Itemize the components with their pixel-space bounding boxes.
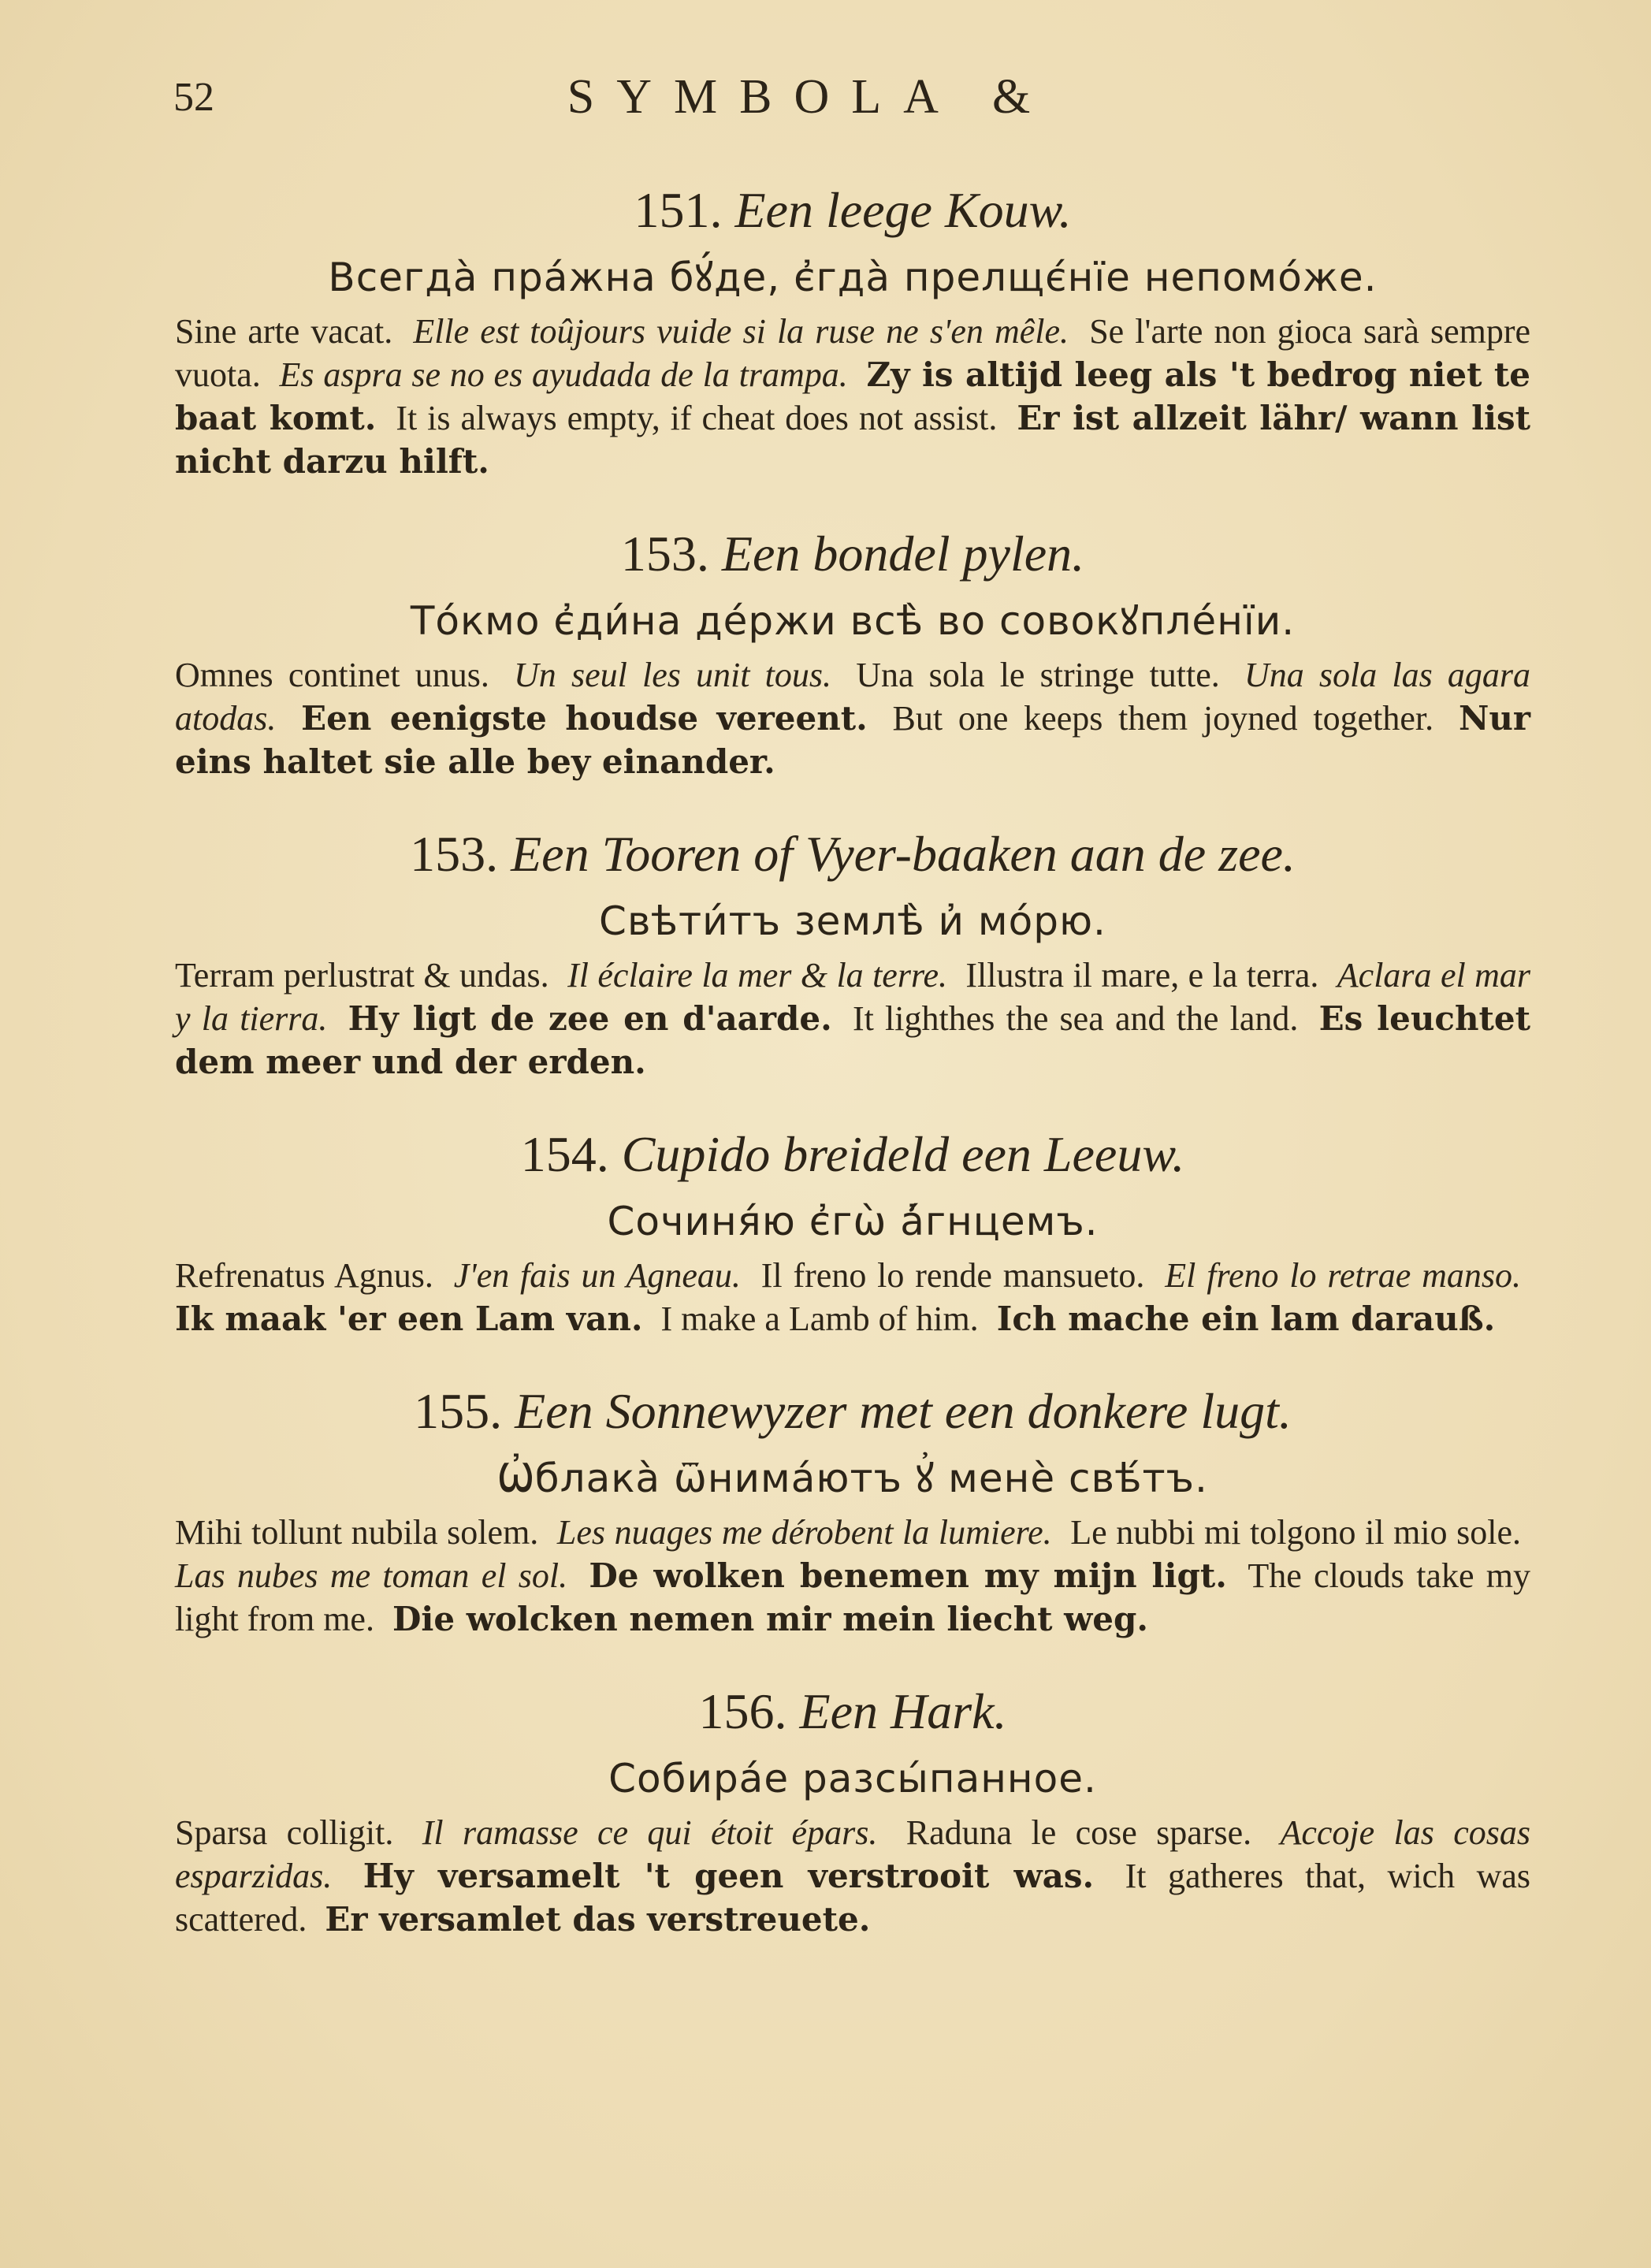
dutch-motto: De wolken benemen my mijn ligt. <box>589 1556 1227 1595</box>
spanish-motto: El freno lo retrae manso. <box>1165 1256 1522 1295</box>
french-motto: Un seul les unit tous. <box>514 656 832 694</box>
emblem-dutch-title: Cupido breideld een Leeuw. <box>621 1126 1185 1182</box>
emblem-title <box>175 1378 1530 1444</box>
italian-motto: Se l'arte non gioca sarà sempre vuota. <box>175 312 1531 394</box>
dutch-motto: Een eenigste houdse vereent. <box>301 699 868 738</box>
spanish-motto: Aclara el mar y la tierra. <box>175 956 1531 1038</box>
english-motto: The clouds take my light from me. <box>175 1556 1531 1638</box>
emblem-entry <box>175 1378 1530 1641</box>
emblem-entry <box>175 1679 1530 1941</box>
latin-motto: Omnes continet unus. <box>175 656 489 694</box>
dutch-motto: Ik maak 'er een Lam van. <box>175 1299 643 1338</box>
emblem-title <box>175 1679 1530 1745</box>
multilingual-motto <box>175 1254 1530 1340</box>
multilingual-motto <box>175 954 1530 1084</box>
italian-motto: Il freno lo rende mansueto. <box>760 1256 1145 1295</box>
multilingual-motto <box>175 1811 1530 1941</box>
emblem-entry <box>175 521 1530 783</box>
italian-motto: Illustra il mare, e la terra. <box>965 956 1319 995</box>
emblem-number: 154. <box>520 1126 609 1182</box>
page-number: 52 <box>173 75 214 120</box>
emblem-entry <box>175 177 1530 483</box>
emblem-entry <box>175 821 1530 1084</box>
french-motto: Les nuages me dérobent la lumiere. <box>556 1513 1052 1552</box>
dutch-motto: Zy is altijd leeg als 't bedrog niet te baat komt. <box>175 355 1530 437</box>
running-head <box>173 69 1446 132</box>
german-motto: Es leuchtet dem meer und der erden. <box>175 999 1530 1081</box>
spanish-motto: Es aspra se no es ayudada de la trampa. <box>279 355 848 394</box>
latin-motto: Sine arte vacat. <box>175 312 393 351</box>
emblem-number: 156. <box>698 1683 787 1739</box>
multilingual-motto <box>175 1511 1530 1641</box>
emblem-number: 155. <box>414 1383 503 1439</box>
emblem-number: 151. <box>634 182 723 238</box>
english-motto: It is always empty, if cheat does not assist. <box>396 399 998 437</box>
slavonic-motto: Собира́е разсы́панное. <box>608 1756 1097 1801</box>
emblem-list <box>175 177 1530 1979</box>
french-motto: Il ramasse ce qui étoit épars. <box>422 1813 878 1852</box>
italian-motto: Le nubbi mi tolgono il mio sole. <box>1070 1513 1522 1552</box>
emblem-dutch-title: Een Hark. <box>799 1683 1007 1739</box>
slavonic-motto: Свѣти́тъ землѣ̀ и҆ мо́рю. <box>599 898 1106 944</box>
german-motto: Nur eins haltet sie alle bey einander. <box>175 699 1531 781</box>
latin-motto: Sparsa colligit. <box>175 1813 394 1852</box>
dutch-motto: Hy versamelt 't geen verstrooit was. <box>363 1857 1095 1895</box>
multilingual-motto <box>175 310 1530 483</box>
german-motto: Er versamlet das verstreuete. <box>325 1900 871 1939</box>
emblem-entry <box>175 1121 1530 1340</box>
dutch-motto: Hy ligt de zee en d'aarde. <box>348 999 832 1038</box>
emblem-dutch-title: Een bondel pylen. <box>721 526 1085 582</box>
slavonic-motto: То́кмо є҆ди́на де́ржи всѣ̀ во совокꙋпле́нїи. <box>410 598 1296 644</box>
slavonic-motto: Сочиня́ю є҆гѡ̀ а҆́гнцемъ. <box>607 1199 1099 1244</box>
french-motto: Elle est toûjours vuide si la ruse ne s'en mêle. <box>413 312 1069 351</box>
emblem-number: 153. <box>620 526 709 582</box>
english-motto: It lighthes the sea and the land. <box>852 999 1299 1038</box>
latin-motto: Mihi tollunt nubila solem. <box>175 1513 539 1552</box>
emblem-dutch-title: Een Sonnewyzer met een donkere lugt. <box>515 1383 1292 1439</box>
italian-motto: Una sola le stringe tutte. <box>856 656 1220 694</box>
emblem-dutch-title: Een leege Kouw. <box>734 182 1072 238</box>
spanish-motto: Las nubes me toman el sol. <box>175 1556 568 1595</box>
english-motto: It gatheres that, wich was scattered. <box>175 1857 1531 1939</box>
emblem-title <box>175 821 1530 887</box>
emblem-title <box>175 1121 1530 1188</box>
emblem-number: 153. <box>410 826 499 882</box>
latin-motto: Terram perlustrat & undas. <box>175 956 549 995</box>
italian-motto: Raduna le cose sparse. <box>905 1813 1252 1852</box>
multilingual-motto <box>175 653 1530 783</box>
english-motto: I make a Lamb of him. <box>660 1299 979 1338</box>
slavonic-motto: Ѡ҆блака̀ ѿнима́ютъ ꙋ҆ менѐ свѣ́тъ. <box>497 1456 1208 1501</box>
emblem-title <box>175 177 1530 244</box>
french-motto: J'en fais un Agneau. <box>453 1256 741 1295</box>
german-motto: Die wolcken nemen mir mein liecht weg. <box>392 1600 1148 1638</box>
emblem-title <box>175 521 1530 587</box>
french-motto: Il éclaire la mer & la terre. <box>567 956 947 995</box>
english-motto: But one keeps them joyned together. <box>892 699 1434 738</box>
spanish-motto: Una sola las agara atodas. <box>175 656 1531 738</box>
running-title: SYMBOLA & <box>567 70 1053 124</box>
latin-motto: Refrenatus Agnus. <box>175 1256 433 1295</box>
german-motto: Er ist allzeit lähr/ wann list nicht darzu hilft. <box>175 399 1531 481</box>
slavonic-motto: Всегда̀ пра́жна бꙋ́де, є҆гда̀ прелщє́нїе непомо́же. <box>328 255 1378 300</box>
emblem-dutch-title: Een Tooren of Vyer-baaken aan de zee. <box>511 826 1296 882</box>
spanish-motto: Accoje las cosas esparzidas. <box>175 1813 1531 1895</box>
german-motto: Ich mache ein lam darauß. <box>996 1299 1496 1338</box>
